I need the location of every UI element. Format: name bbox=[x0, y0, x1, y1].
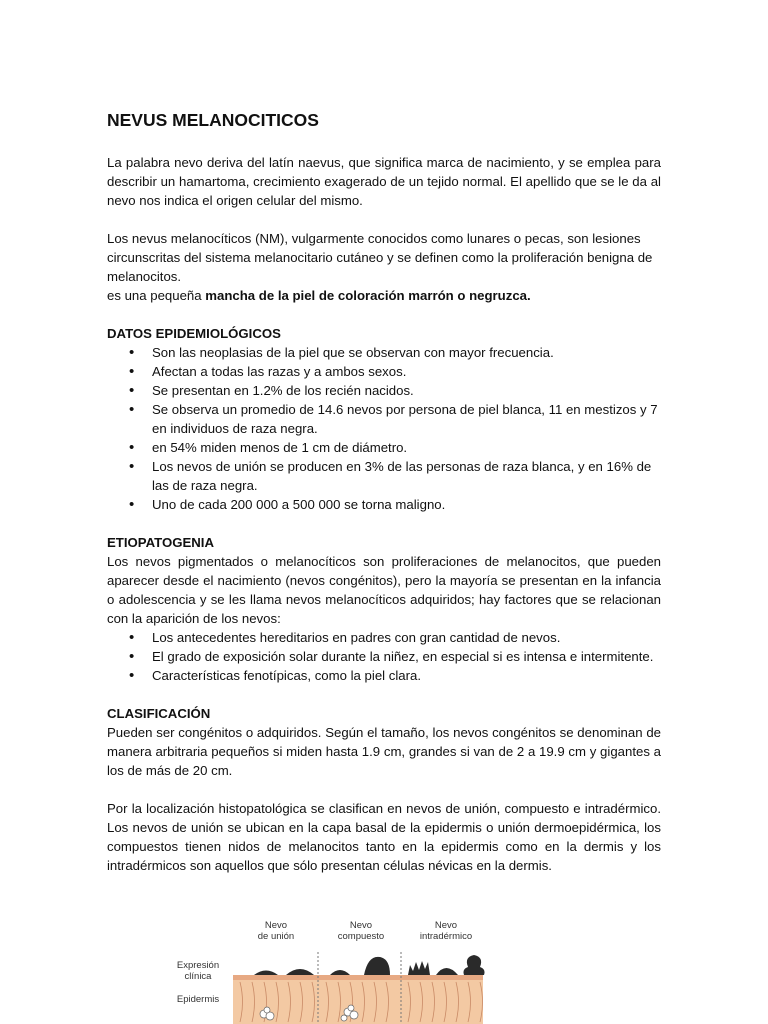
list-item: • El grado de exposición solar durante la niñez, en especial si es intensa e intermitente. bbox=[107, 647, 661, 666]
nevus-types-figure bbox=[168, 912, 498, 1024]
epidemiology-list bbox=[107, 343, 661, 514]
classification-heading: CLASIFICACIÓN bbox=[107, 706, 211, 721]
list-item: • Características fenotípicas, como la piel clara. bbox=[107, 666, 661, 685]
skin-surface bbox=[233, 975, 483, 980]
intro-paragraph-3-prefix: es una pequeña bbox=[107, 288, 206, 303]
nevus-illustration bbox=[168, 912, 498, 1024]
etiopathogenesis-list bbox=[107, 628, 661, 685]
list-item: • Se observa un promedio de 14.6 nevos por persona de piel blanca, 11 en mestizos y 7 en individuos de raza negra. bbox=[107, 400, 661, 438]
figure-label-line: compuesto bbox=[337, 931, 385, 942]
list-item: • Son las neoplasias de la piel que se observan con mayor frecuencia. bbox=[107, 343, 661, 362]
figure-label-line: clínica bbox=[184, 971, 212, 982]
intro-paragraph-2: Los nevus melanocíticos (NM), vulgarmente conocidos como lunares o pecas, son lesiones circunscritas del sistema melanocitario cutáneo y se definen como la proliferación benigna de melanocitos. bbox=[107, 231, 653, 284]
list-item: • Los antecedentes hereditarios en padres con gran cantidad de nevos. bbox=[107, 628, 661, 647]
figure-label-line: Nevo bbox=[434, 920, 458, 931]
etiopathogenesis-heading: ETIOPATOGENIA bbox=[107, 535, 214, 550]
figure-label-line: de unión bbox=[257, 931, 295, 942]
compound-nevus-lesion bbox=[364, 957, 390, 975]
classification-paragraph-1: Pueden ser congénitos o adquiridos. Según el tamaño, los nevos congénitos se denominan de manera arbitraria pequeños si miden hasta 1.9 cm, grandes si van de 2 a 19.9 cm y gigantes a los de más de 20 cm. bbox=[107, 725, 661, 778]
epidemiology-heading: DATOS EPIDEMIOLÓGICOS bbox=[107, 326, 281, 341]
list-item: • Los nevos de unión se producen en 3% de las personas de raza blanca, y en 16% de las de raza negra. bbox=[107, 457, 661, 495]
figure-label-line: Nevo bbox=[349, 920, 373, 931]
intro-paragraph-1: La palabra nevo deriva del latín naevus, que significa marca de nacimiento, y se emplea para describir un hamartoma, crecimiento exagerado de un tejido normal. El apellido que se le da al nevo nos indica el origen celular del mismo. bbox=[107, 155, 661, 208]
intro-paragraph-3 bbox=[107, 286, 661, 305]
intradermal-nevus-lesion bbox=[436, 968, 458, 975]
figure-label-line: Nevo bbox=[264, 920, 288, 931]
junctional-nevus-lesion bbox=[254, 971, 278, 976]
intradermal-nevus-lesion bbox=[408, 961, 430, 975]
junctional-nevus-lesion bbox=[286, 969, 314, 975]
figure-label-line: intradérmico bbox=[419, 931, 473, 942]
list-item: • Afectan a todas las razas y a ambos sexos. bbox=[107, 362, 661, 381]
list-item: • en 54% miden menos de 1 cm de diámetro. bbox=[107, 438, 661, 457]
etiopathogenesis-paragraph: Los nevos pigmentados o melanocíticos son proliferaciones de melanocitos, que pueden aparecer desde el nacimiento (nevos congénitos), pero la mayoría se presentan en la infancia o adolescencia y se les llama nevos melanocíticos adquiridos; hay factores que se relacionan con la aparición de los nevos: bbox=[107, 554, 661, 626]
list-item: • Uno de cada 200 000 a 500 000 se torna maligno. bbox=[107, 495, 661, 514]
list-item: • Se presentan en 1.2% de los recién nacidos. bbox=[107, 381, 661, 400]
figure-label-line: Expresión bbox=[176, 960, 220, 971]
intradermal-nevus-lesion bbox=[464, 955, 485, 975]
figure-row-label-epidermis: Epidermis bbox=[176, 994, 220, 1005]
intro-paragraph-3-bold: mancha de la piel de coloración marrón o negruzca. bbox=[205, 288, 531, 303]
classification-paragraph-2: Por la localización histopatológica se clasifican en nevos de unión, compuesto e intradérmico. Los nevos de unión se ubican en la capa basal de la epidermis o unión dermoepidérmica, los compuestos tienen nidos de melanocitos tanto en la epidermis como en la dermis y los intradérmicos son aquellos que sólo presentan células névicas en la dermis. bbox=[107, 801, 661, 873]
compound-nevus-lesion bbox=[330, 970, 350, 975]
document-body bbox=[107, 108, 661, 875]
page-title: NEVUS MELANOCITICOS bbox=[107, 110, 319, 130]
